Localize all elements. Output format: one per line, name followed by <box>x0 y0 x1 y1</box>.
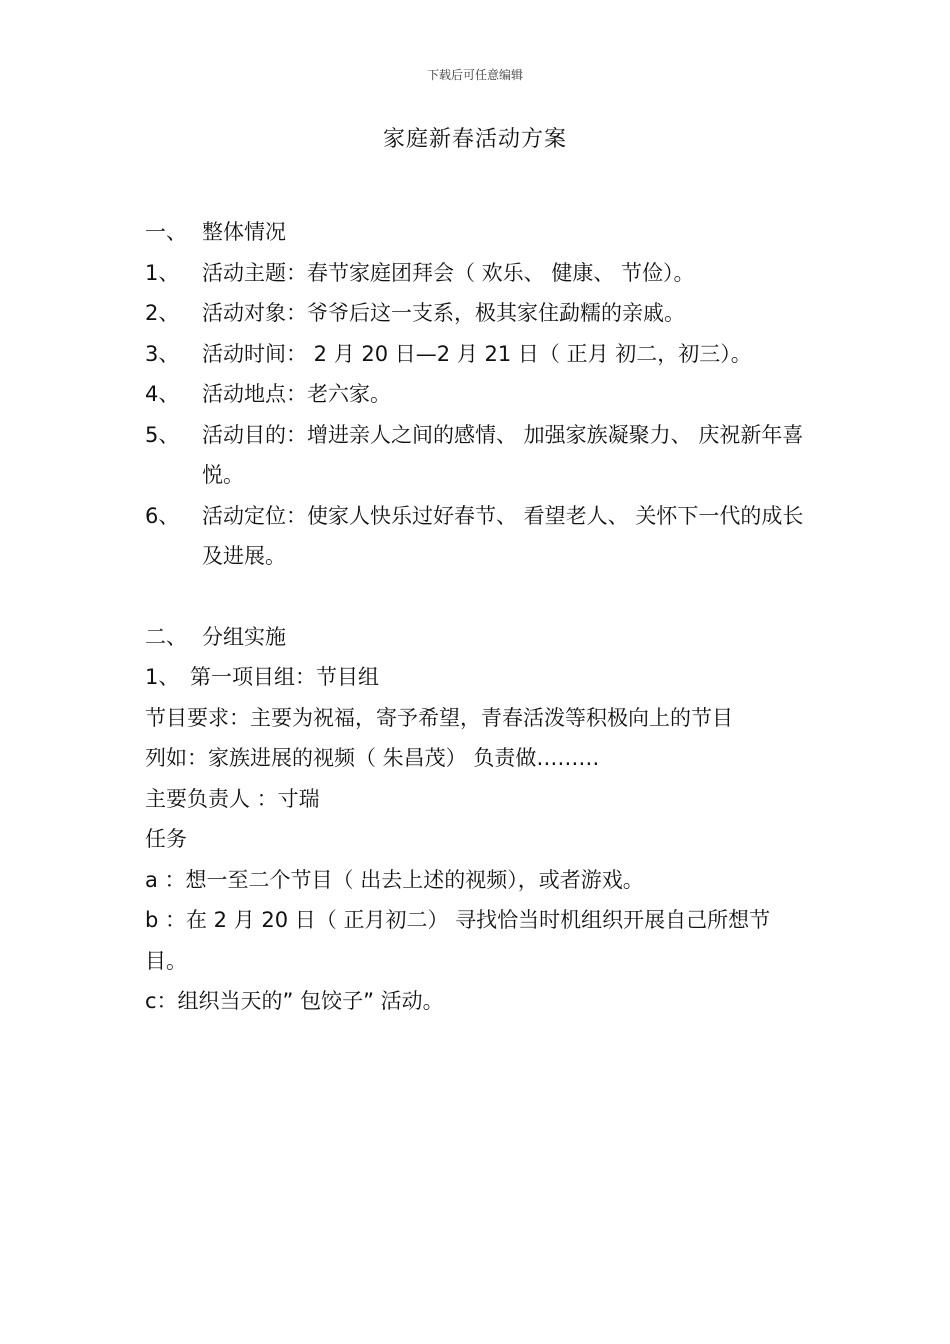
section-heading-grouping <box>145 617 810 658</box>
list-item-text: 活动主题：春节家庭团拜会（ 欢乐、 健康、 节俭）。 <box>202 260 695 285</box>
list-item-number: 2、 <box>145 301 180 325</box>
section-number: 一、 <box>145 220 187 244</box>
task-item: a ：想一至二个节目（ 出去上述的视频），或者游戏。 <box>145 867 644 892</box>
subsection-heading-text: 第一项目组：节目组 <box>190 665 379 689</box>
list-item-text: 活动时间： 2 月 20 日—2 月 21 日（ 正月 初二，初三）。 <box>202 341 752 366</box>
list-item <box>145 253 810 294</box>
paragraph-line: 列如：家族进展的视频（ 朱昌茂） 负责做……… <box>145 746 600 770</box>
section-spacer <box>145 577 810 617</box>
list-item <box>145 496 810 577</box>
list-item-number: 1、 <box>145 260 180 285</box>
section-heading-text: 整体情况 <box>202 220 286 244</box>
section-heading-text: 分组实施 <box>202 624 286 649</box>
list-item-number: 4、 <box>145 382 180 406</box>
list-item <box>145 334 810 375</box>
subsection-number: 1、 <box>145 665 180 689</box>
list-item <box>145 415 810 496</box>
list-item-text: 活动目的：增进亲人之间的感情、 加强家族凝聚力、 庆祝新年喜悦。 <box>202 422 804 487</box>
list-item-number: 3、 <box>145 341 180 366</box>
header-note: 下载后可任意编辑 <box>426 68 523 82</box>
document-title: 家庭新春活动方案 <box>382 127 567 152</box>
task-item: c：组织当天的” 包饺子” 活动。 <box>145 989 444 1013</box>
paragraph-line: 主要负责人 ：寸瑞 <box>145 786 320 811</box>
paragraph-line: 节目要求：主要为祝福，寄予希望，青春活泼等积极向上的节目 <box>145 705 733 730</box>
document-body <box>145 212 810 1022</box>
subsection-heading <box>145 657 810 698</box>
section-heading-overview <box>145 212 810 253</box>
list-item-text: 活动定位：使家人快乐过好春节、 看望老人、 关怀下一代的成长及进展。 <box>202 503 804 568</box>
paragraph-line: 任务 <box>145 827 187 851</box>
list-item-number: 5、 <box>145 422 180 447</box>
list-item-number: 6、 <box>145 503 180 528</box>
list-item-text: 活动对象：爷爷后这一支系，极其家住勐糯的亲戚。 <box>202 301 685 325</box>
list-item <box>145 293 810 334</box>
list-item <box>145 374 810 415</box>
section-number: 二、 <box>145 624 187 649</box>
list-item-text: 活动地点：老六家。 <box>202 382 391 406</box>
task-item: b ：在 2 月 20 日（ 正月初二） 寻找恰当时机组织开展自己所想节目。 <box>145 908 771 973</box>
